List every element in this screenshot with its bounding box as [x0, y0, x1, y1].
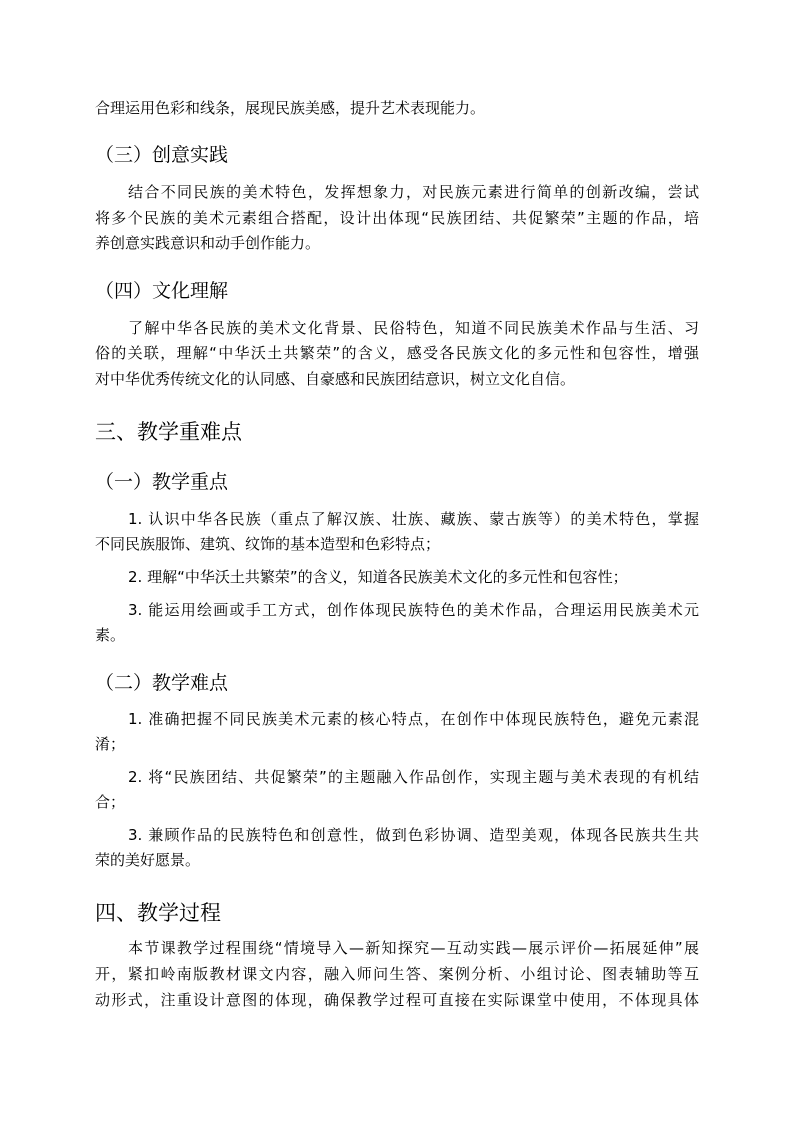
chapter-heading: 四、教学过程: [95, 901, 221, 925]
list-item-line: 1. 认识中华各民族（重点了解汉族、壮族、藏族、蒙古族等）的美术特色，掌握: [128, 510, 699, 528]
list-item-line: 2. 将“民族团结、共促繁荣”的主题融入作品创作，实现主题与美术表现的有机结: [128, 768, 699, 786]
list-item-line: 合；: [95, 793, 126, 811]
paragraph-line: 结合不同民族的美术特色，发挥想象力，对民族元素进行简单的创新改编，尝试: [128, 183, 699, 201]
list-item-line: 3. 兼顾作品的民族特色和创意性，做到色彩协调、造型美观，体现各民族共生共: [128, 826, 699, 844]
paragraph-line: 俗的关联，理解“中华沃土共繁荣”的含义，感受各民族文化的多元性和包容性，增强: [95, 344, 699, 362]
list-item-line: 素。: [95, 626, 126, 644]
list-item-line: 淆；: [95, 735, 126, 753]
section-heading: （二）教学难点: [95, 672, 229, 694]
list-item-line: 不同民族服饰、建筑、纹饰的基本造型和色彩特点；: [95, 535, 441, 553]
section-heading: （一）教学重点: [95, 471, 229, 493]
paragraph-line: 合理运用色彩和线条，展现民族美感，提升艺术表现能力。: [95, 99, 486, 117]
list-item-line: 3. 能运用绘画或手工方式，创作体现民族特色的美术作品，合理运用民族美术元: [128, 601, 699, 619]
chapter-heading: 三、教学重难点: [95, 420, 242, 444]
paragraph-line: 开，紧扣岭南版教材课文内容，融入师问生答、案例分析、小组讨论、图表辅助等互: [95, 965, 699, 983]
list-item-line: 1. 准确把握不同民族美术元素的核心特点，在创作中体现民族特色，避免元素混: [128, 710, 699, 728]
paragraph-line: 了解中华各民族的美术文化背景、民俗特色，知道不同民族美术作品与生活、习: [128, 319, 699, 337]
section-heading: （三）创意实践: [95, 144, 229, 166]
list-item-line: 荣的美好愿景。: [95, 851, 201, 869]
paragraph-line: 对中华优秀传统文化的认同感、自豪感和民族团结意识，树立文化自信。: [95, 370, 576, 388]
paragraph-line: 养创意实践意识和动手创作能力。: [95, 234, 321, 252]
paragraph-line: 本节课教学过程围绕“情境导入—新知探究—互动实践—展示评价—拓展延伸”展: [128, 939, 699, 957]
paragraph-line: 将多个民族的美术元素组合搭配，设计出体现“民族团结、共促繁荣”主题的作品，培: [95, 209, 699, 227]
list-item-line: 2. 理解“中华沃土共繁荣”的含义，知道各民族美术文化的多元性和包容性；: [128, 568, 628, 586]
section-heading: （四）文化理解: [95, 280, 229, 302]
paragraph-line: 动形式，注重设计意图的体现，确保教学过程可直接在实际课堂中使用，不体现具体: [95, 991, 699, 1009]
